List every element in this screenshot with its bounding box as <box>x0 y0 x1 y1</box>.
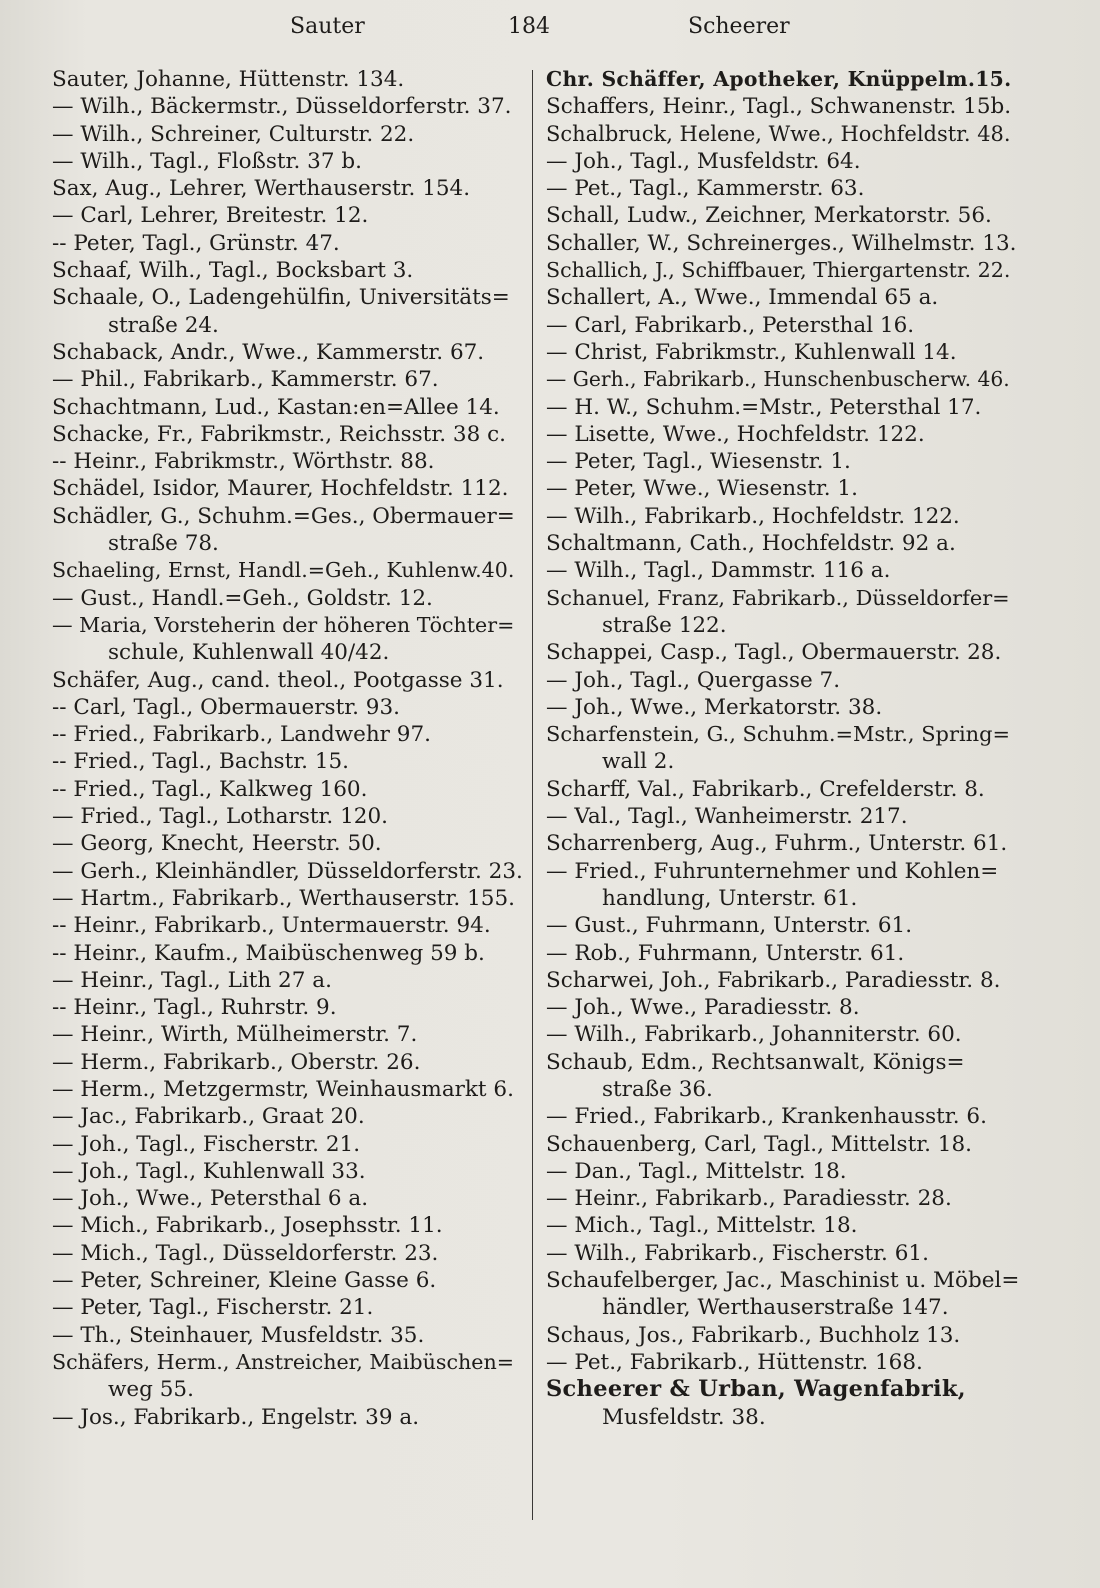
directory-entry: Sax, Aug., Lehrer, Werthauserstr. 154. <box>52 176 471 202</box>
directory-entry: Schaale, O., Ladengehülfin, Universitäts= <box>52 285 510 311</box>
directory-entry: -- Heinr., Kaufm., Maibüschenweg 59 b. <box>52 940 485 966</box>
directory-entry: — Jac., Fabrikarb., Graat 20. <box>52 1104 365 1130</box>
directory-entry: — Peter, Tagl., Fischerstr. 21. <box>52 1295 374 1321</box>
directory-entry: — Mich., Tagl., Mittelstr. 18. <box>546 1213 858 1239</box>
directory-entry: — Hartm., Fabrikarb., Werthauserstr. 155. <box>52 885 515 911</box>
header-last-name: Scheerer <box>688 14 790 39</box>
header-first-name: Sauter <box>290 14 365 39</box>
directory-entry: Scharwei, Joh., Fabrikarb., Paradiesstr. 8. <box>546 967 1001 993</box>
directory-entry: Schauenberg, Carl, Tagl., Mittelstr. 18. <box>546 1131 972 1157</box>
directory-entry: — Pet., Tagl., Kammerstr. 63. <box>546 176 865 202</box>
directory-entry: — Heinr., Fabrikarb., Paradiesstr. 28. <box>546 1186 952 1212</box>
directory-entry: — Georg, Knecht, Heerstr. 50. <box>52 831 382 857</box>
directory-entry: — Rob., Fuhrmann, Unterstr. 61. <box>546 940 905 966</box>
directory-entry: — Joh., Tagl., Kuhlenwall 33. <box>52 1158 366 1184</box>
directory-entry: — Wilh., Tagl., Dammstr. 116 a. <box>546 558 891 584</box>
directory-entry: — Carl, Fabrikarb., Petersthal 16. <box>546 312 915 338</box>
entry-continuation: straße 36. <box>602 1076 713 1102</box>
entry-continuation: Musfeldstr. 38. <box>602 1404 766 1430</box>
directory-entry: — Phil., Fabrikarb., Kammerstr. 67. <box>52 367 439 393</box>
directory-entry: Schaus, Jos., Fabrikarb., Buchholz 13. <box>546 1322 961 1348</box>
directory-entry: — Carl, Lehrer, Breitestr. 12. <box>52 203 369 229</box>
directory-entry: — Wilh., Fabrikarb., Hochfeldstr. 122. <box>546 503 960 529</box>
directory-entry: — Peter, Schreiner, Kleine Gasse 6. <box>52 1268 437 1294</box>
directory-entry: -- Fried., Tagl., Kalkweg 160. <box>52 776 368 802</box>
right-column <box>546 66 1020 1431</box>
entry-continuation: straße 24. <box>108 312 219 338</box>
directory-entry: Schacke, Fr., Fabrikmstr., Reichsstr. 38 c. <box>52 421 506 447</box>
directory-entry: -- Heinr., Fabrikarb., Untermauerstr. 94. <box>52 913 491 939</box>
directory-entry: Scharfenstein, G., Schuhm.=Mstr., Spring= <box>546 722 1011 747</box>
directory-entry: Schachtmann, Lud., Kastan:en=Allee 14. <box>52 394 500 420</box>
directory-entry: Schädler, G., Schuhm.=Ges., Obermauer= <box>52 503 515 529</box>
directory-entry: Schanuel, Franz, Fabrikarb., Düsseldorfer= <box>546 585 1010 610</box>
directory-entry: Schaaf, Wilh., Tagl., Bocksbart 3. <box>52 258 414 284</box>
directory-entry: — Joh., Tagl., Musfeldstr. 64. <box>546 148 861 174</box>
directory-entry: — Dan., Tagl., Mittelstr. 18. <box>546 1158 847 1184</box>
entry-continuation: weg 55. <box>108 1377 194 1403</box>
directory-entry: Schäfers, Herm., Anstreicher, Maibüschen= <box>52 1349 515 1374</box>
directory-entry: — Herm., Metzgermstr, Weinhausmarkt 6. <box>52 1076 514 1102</box>
directory-entry: — Wilh., Bäckermstr., Düsseldorferstr. 37. <box>52 94 512 120</box>
directory-entry: — Wilh., Fabrikarb., Johanniterstr. 60. <box>546 1022 962 1048</box>
directory-entry: Schall, Ludw., Zeichner, Merkatorstr. 56. <box>546 203 992 229</box>
directory-entry: — Joh., Tagl., Fischerstr. 21. <box>52 1131 361 1157</box>
directory-entry: — Joh., Wwe., Petersthal 6 a. <box>52 1186 369 1212</box>
directory-entry: — Fried., Fuhrunternehmer und Kohlen= <box>546 858 999 884</box>
directory-entry: Schädel, Isidor, Maurer, Hochfeldstr. 112. <box>52 476 509 502</box>
directory-entry: Schappei, Casp., Tagl., Obermauerstr. 28. <box>546 640 1002 666</box>
directory-entry: Schalbruck, Helene, Wwe., Hochfeldstr. 48. <box>546 121 1011 146</box>
directory-entry: — Joh., Wwe., Paradiesstr. 8. <box>546 995 860 1021</box>
directory-entry: — Maria, Vorsteherin der höheren Töchter= <box>52 612 515 637</box>
directory-entry: — Mich., Fabrikarb., Josephsstr. 11. <box>52 1213 443 1239</box>
directory-entry: — Herm., Fabrikarb., Oberstr. 26. <box>52 1049 421 1075</box>
directory-entry: — Wilh., Schreiner, Culturstr. 22. <box>52 121 415 147</box>
directory-entry: Schäfer, Aug., cand. theol., Pootgasse 31. <box>52 667 504 693</box>
directory-entry: Scheerer & Urban, Wagenfabrik, <box>546 1376 966 1403</box>
entry-continuation: schule, Kuhlenwall 40/42. <box>108 640 390 666</box>
entry-continuation: wall 2. <box>602 749 675 775</box>
directory-entry: — Heinr., Tagl., Lith 27 a. <box>52 967 332 993</box>
directory-entry: Schaufelberger, Jac., Maschinist u. Möbel= <box>546 1268 1020 1294</box>
directory-entry: Scharrenberg, Aug., Fuhrm., Unterstr. 61. <box>546 831 1008 857</box>
directory-entry: — Gerh., Fabrikarb., Hunschenbuscherw. 46. <box>546 367 1010 392</box>
directory-entry: — Gerh., Kleinhändler, Düsseldorferstr. 23. <box>52 858 523 884</box>
directory-entry: — Wilh., Fabrikarb., Fischerstr. 61. <box>546 1240 929 1266</box>
directory-entry: Schaback, Andr., Wwe., Kammerstr. 67. <box>52 339 485 365</box>
directory-entry: Schaffers, Heinr., Tagl., Schwanenstr. 15b. <box>546 94 1012 120</box>
directory-entry: Schaub, Edm., Rechtsanwalt, Königs= <box>546 1049 965 1075</box>
page-number: 184 <box>508 14 550 39</box>
directory-entry: — Jos., Fabrikarb., Engelstr. 39 a. <box>52 1404 420 1430</box>
directory-entry: Scharff, Val., Fabrikarb., Crefelderstr. 8. <box>546 776 985 802</box>
directory-entry: -- Heinr., Tagl., Ruhrstr. 9. <box>52 995 337 1021</box>
directory-entry: — Val., Tagl., Wanheimerstr. 217. <box>546 804 908 830</box>
directory-entry: — Peter, Tagl., Wiesenstr. 1. <box>546 449 851 475</box>
directory-entry: — Heinr., Wirth, Mülheimerstr. 7. <box>52 1022 418 1048</box>
directory-entry: -- Peter, Tagl., Grünstr. 47. <box>52 230 340 256</box>
directory-entry: Schaeling, Ernst, Handl.=Geh., Kuhlenw.40. <box>52 558 515 583</box>
entry-continuation: händler, Werthauserstraße 147. <box>602 1295 949 1321</box>
directory-entry: — Lisette, Wwe., Hochfeldstr. 122. <box>546 421 925 447</box>
directory-entry: Sauter, Johanne, Hüttenstr. 134. <box>52 67 405 92</box>
directory-entry: — Christ, Fabrikmstr., Kuhlenwall 14. <box>546 339 957 365</box>
entry-continuation: straße 122. <box>602 612 727 638</box>
directory-entry: — Joh., Tagl., Quergasse 7. <box>546 667 841 693</box>
directory-entry: — Gust., Fuhrmann, Unterstr. 61. <box>546 913 913 939</box>
entry-continuation: handlung, Unterstr. 61. <box>602 885 858 911</box>
directory-entry: -- Carl, Tagl., Obermauerstr. 93. <box>52 694 400 720</box>
directory-entry: Schaltmann, Cath., Hochfeldstr. 92 a. <box>546 531 956 557</box>
directory-entry: Schaller, W., Schreinerges., Wilhelmstr. 13. <box>546 230 1017 256</box>
directory-entry: — Mich., Tagl., Düsseldorferstr. 23. <box>52 1240 439 1266</box>
directory-entry: — Peter, Wwe., Wiesenstr. 1. <box>546 476 858 502</box>
directory-entry: — Fried., Fabrikarb., Krankenhausstr. 6. <box>546 1104 987 1130</box>
page-header <box>0 14 1100 50</box>
directory-entry: — Fried., Tagl., Lotharstr. 120. <box>52 804 388 830</box>
column-divider <box>532 70 533 1520</box>
directory-entry: — Joh., Wwe., Merkatorstr. 38. <box>546 694 883 720</box>
directory-entry: — H. W., Schuhm.=Mstr., Petersthal 17. <box>546 394 982 420</box>
directory-entry: Chr. Schäffer, Apotheker, Knüppelm.15. <box>546 67 1012 91</box>
directory-entry: -- Heinr., Fabrikmstr., Wörthstr. 88. <box>52 449 435 475</box>
directory-entry: — Pet., Fabrikarb., Hüttenstr. 168. <box>546 1349 923 1375</box>
entry-continuation: straße 78. <box>108 531 219 557</box>
directory-entry: Schallich, J., Schiffbauer, Thiergartenstr. 22. <box>546 258 1011 283</box>
directory-entry: — Gust., Handl.=Geh., Goldstr. 12. <box>52 585 433 611</box>
directory-entry: -- Fried., Fabrikarb., Landwehr 97. <box>52 722 431 748</box>
directory-entry: -- Fried., Tagl., Bachstr. 15. <box>52 749 350 775</box>
directory-entry: — Th., Steinhauer, Musfeldstr. 35. <box>52 1322 425 1348</box>
left-column <box>52 66 524 1431</box>
directory-entry: — Wilh., Tagl., Floßstr. 37 b. <box>52 148 362 174</box>
directory-entry: Schallert, A., Wwe., Immendal 65 a. <box>546 285 939 311</box>
